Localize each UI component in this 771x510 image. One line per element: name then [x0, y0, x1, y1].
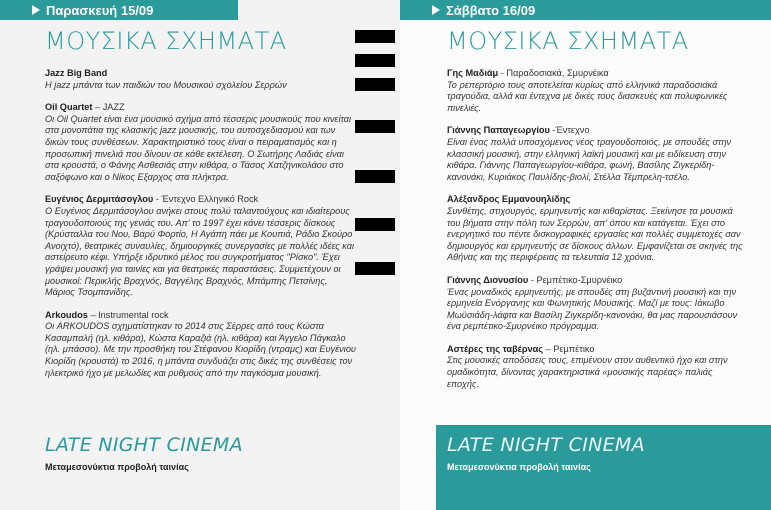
triangle-arrow-icon	[432, 5, 440, 15]
band-name: Oil Quartet	[45, 102, 93, 113]
band-genre: - Ρεμπέτικο-Σμυρνέικο	[528, 274, 623, 285]
band-entry	[45, 68, 357, 91]
late-night-cinema-subtitle: Μεταμεσονύκτια προβολή ταινίας	[45, 462, 189, 472]
band-description: Είναι ένας πολλά υποσχόμενος νέος τραγουδοποιός, με σπουδές στην κλασσική μουσική, στην ελληνική λαϊκή μουσική και με ειδίκευση στην κιθάρα. Γιάννης Παπαγεωργίου-κιθάρα, φωνή, Βασίλης Ζιγκερίδη-κανονάκι, Κυριάκος Παυλίδης-βιολί, Στέλλα Τέμπρελη-τσέλο.	[447, 136, 732, 182]
band-description: Οι Oil Quartet είναι ένα μουσικό σχήμα από τέσσερις μουσικούς που κινείται στα μονοπάτια της κλασικής jazz μουσικής, του αυτοσχεδιασμού και των δικών τους συνθέσεων. Χαρακτηριστικό τους είναι ο πειραματισμός και η προσωπική πινελιά που δίνουν σε κάθε εκτέλεση. Ο Σωτήρης Λαδιάς είναι στα κρουστά, ο Φάνης Ασθεσιάς στην κιθάρα, ο Τάσος Χατζηνικολάου στο σαξόφωνο και ο Νίκος Εξαρχος στα πλήκτρα.	[45, 113, 352, 182]
day-label: Σάββατο 16/09	[446, 2, 536, 18]
band-entry	[45, 102, 357, 183]
band-name: Γιάννης Παπαγεωργίου	[447, 125, 550, 136]
band-name: Arkoudos	[45, 309, 88, 320]
strip-bar	[355, 170, 395, 183]
band-entry	[45, 310, 357, 380]
saturday-page	[400, 0, 771, 510]
band-genre: -Έντεχνο	[549, 125, 590, 136]
band-description: Στις μουσικές αποδόσεις τους, επιμένουν στον αυθεντικό ήχο και στην ομαδικότητα, δίνοντας χαρακτηριστικά «μουσικής παρέας» παλιάς εποχής.	[447, 355, 728, 389]
strip-bar	[355, 54, 395, 67]
band-genre: – Instrumental rock	[87, 309, 169, 320]
day-tab-saturday	[400, 0, 771, 20]
day-label: Παρασκευή 15/09	[46, 2, 154, 18]
section-heading: ΜΟΥΣΙΚΑ ΣΧΗΜΑΤΑ	[447, 27, 689, 55]
band-entry	[447, 125, 747, 183]
band-entry	[45, 194, 357, 298]
band-name: Αλέξανδρος Εμμανουηλίδης	[447, 194, 571, 205]
late-night-cinema-title: LATE NIGHT CINEMA	[447, 434, 645, 456]
band-name: Γιάννης Διονυσίου	[447, 274, 529, 285]
strip-bar	[355, 78, 395, 91]
late-night-cinema-subtitle: Μεταμεσονύκτια προβολή ταινίας	[447, 462, 591, 472]
day-tab-friday	[0, 0, 238, 20]
band-genre: – JAZZ	[92, 102, 125, 113]
band-name: Ευγένιος Δερμιτάσογλου	[45, 194, 154, 205]
band-description: Ο Ευγένιος Δερμιτάσογλου ανήκει στους πολύ ταλαντούχους και ιδιαίτερους τραγουδοποιούς της γενιάς του. Απ' το 1997 έχει κάνει τέσσερις δίσκους (Κρύσταλλα του Νου, Βαρύ Φορτίο, Η Αγάπη πάει με Κουπιά, Ράδιο Σκούρο Ανοιχτό), θεατρικές συναυλίες, δημιουργικές συνεργασίες με πολλές ιδέες και αστείρευτο κέφι. Υπήρξε ιδρυτικό μέλος του συγκροτήματος "Ρίσκο". Έχει γράψει μουσική για ταινίες και για θεατρικές παραστάσεις. Συμμετέχουν οι μουσικοί: Περικλής Βραχνός, Βαγγέλης Βραχνός, Μπάμπης Πετσίνης, Μάριος Τσομπανίδης.	[45, 205, 355, 298]
band-entry	[447, 194, 747, 264]
band-description: Ένας μοναδικός ερμηνευτής, με σπουδές στη βυζαντινή μουσική και την ερμηνεία Ενόργανης και Φωνητικής Μουσικής. Μαζί με τους: Ιάκωβο Μωϋσιάδη-λάφτα και Βασίλη Ζιγκερίδη-κανονάκι, θα μας παρουσιάσουν ένα ρεμπέτικο-Σμυρνέικο πρόγραμμα.	[447, 286, 738, 332]
triangle-arrow-icon	[32, 5, 40, 15]
band-list	[447, 68, 747, 401]
band-name: Γης Μαδιάμ	[447, 68, 499, 78]
late-night-cinema-title: LATE NIGHT CINEMA	[45, 434, 243, 456]
band-name: Αστέρες της ταβέρνας	[447, 343, 544, 354]
section-heading: ΜΟΥΣΙΚΑ ΣΧΗΜΑΤΑ	[45, 27, 287, 55]
band-name: Jazz Big Band	[45, 68, 108, 78]
strip-bar	[355, 262, 395, 275]
strip-bar	[355, 30, 395, 43]
band-genre: – Ρεμπέτικο	[543, 343, 595, 354]
band-entry	[447, 275, 747, 333]
band-description: Το ρεπερτόριο τους αποτελείται κυρίως από ελληνικά παραδοσιακά τραγούδια, αλλά και έντεχνα με δικές τους διασκευές και πολυφωνικές πινελιές.	[447, 79, 728, 113]
band-entry	[447, 344, 747, 390]
band-description: Συνθέτης, στιχουργός, ερμηνευτής και κιθαρίστας. Ξεκίνησε τα μουσικά του βήματα στην πόλη των Σερρών, απ' όπου και κατάγεται. Έχει στο ενεργητικό του πέντε δισκογραφικές εργασίες και πολλές συμμετοχές σαν δημιουργός και ερμηνευτής σε δίσκους άλλων. Εμφανίζεται σε σκηνές της Αθήνας και της περιφέρειας τα τελευταία 12 χρόνια.	[447, 205, 743, 263]
strip-bar	[355, 120, 395, 133]
band-entry	[447, 68, 747, 114]
strip-bar	[355, 218, 395, 231]
band-description: Η jazz μπάντα των παιδιών του Μουσικού σχολείου Σερρών	[45, 79, 287, 90]
band-genre: - Παραδοσιακά, Σμυρνέικα	[498, 68, 609, 78]
band-description: Οι ARKOUDOS σχηματίστηκαν το 2014 στις Σέρρες από τους Κώστα Κασαμπαλή (ηλ. κιθάρα), Κώστα Καραζιά (ηλ. κιθάρα) και Άγγελο Πάγκαλο (ηλ. μπάσσο). Με την προσθήκη του Στέφανου Κιορίδη (ντραμς) και Ευγένιου Κιορίδη (κρουστά) το 2016, η μπάντα συνδυάζει στις δικές της συνθέσεις τον ηλεκτρικό ήχο με μελωδίες και ρυθμούς από την παγκόσμια μουσική.	[45, 321, 356, 378]
band-genre: - Έντεχνο Ελληνικό Rock	[153, 194, 259, 205]
band-list	[45, 68, 357, 390]
